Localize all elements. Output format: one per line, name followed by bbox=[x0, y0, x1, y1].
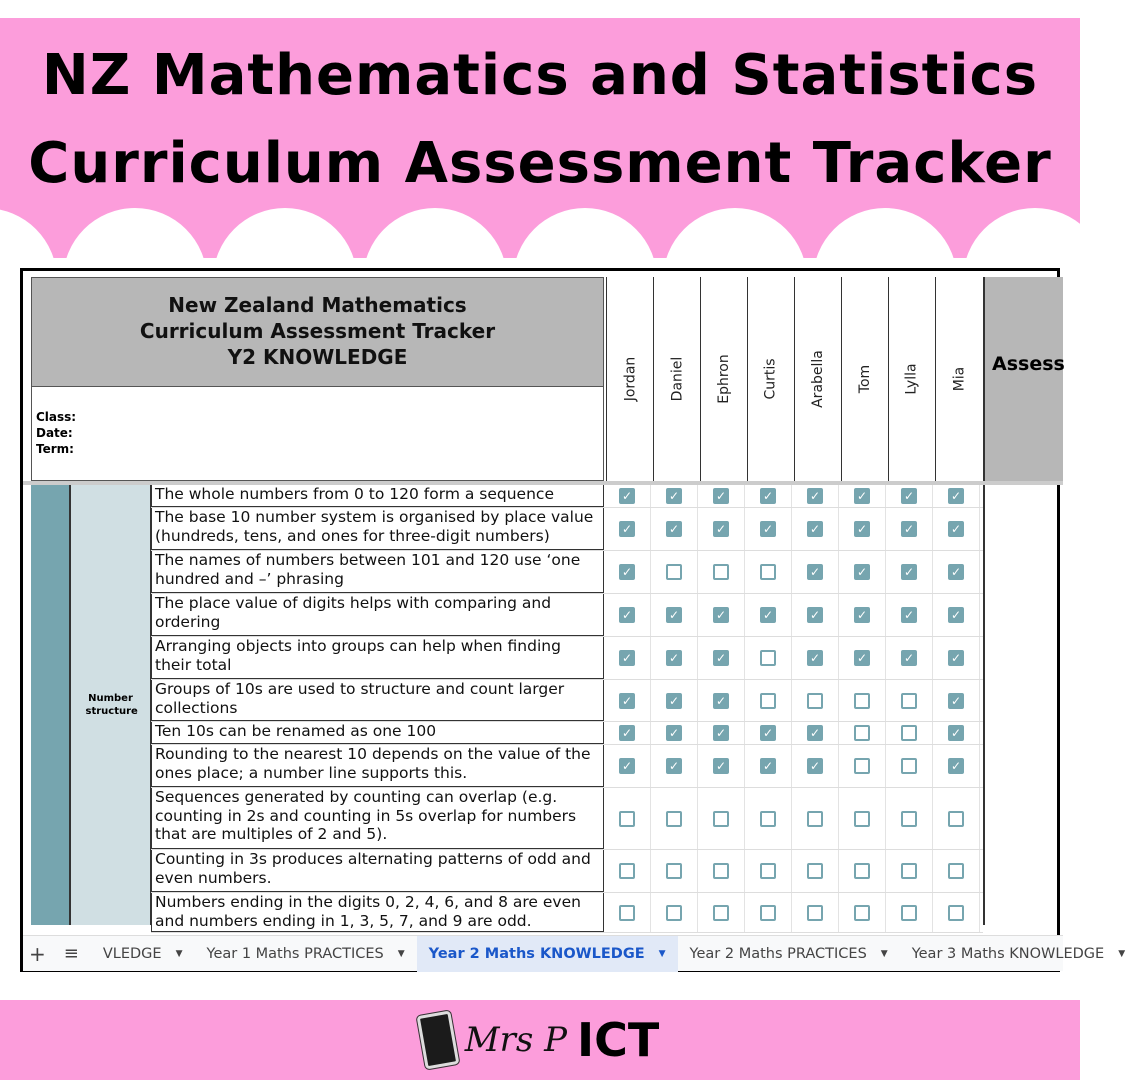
checkbox-cell bbox=[792, 551, 839, 593]
checkbox-checked[interactable]: ✓ bbox=[948, 725, 964, 741]
checkbox-cell bbox=[604, 850, 651, 892]
checkbox-cell bbox=[839, 551, 886, 593]
checkbox-cell bbox=[886, 485, 933, 507]
student-name: Mia bbox=[951, 366, 967, 392]
checkbox-checked[interactable]: ✓ bbox=[807, 758, 823, 774]
table-row bbox=[151, 893, 983, 933]
page-title bbox=[0, 32, 1080, 208]
checkbox-cell bbox=[604, 551, 651, 593]
checkbox-cell bbox=[745, 788, 792, 849]
checkbox-cell bbox=[792, 722, 839, 744]
title-line-2: Curriculum Assessment Tracker bbox=[28, 131, 1052, 196]
class-label[interactable]: Class: bbox=[36, 410, 77, 424]
checkbox-unchecked[interactable] bbox=[807, 905, 823, 921]
sheet-tab[interactable] bbox=[417, 936, 678, 972]
checkbox-cell bbox=[933, 680, 980, 721]
checkbox-checked[interactable]: ✓ bbox=[854, 488, 870, 504]
checkbox-cell bbox=[839, 850, 886, 892]
checkbox-cell bbox=[604, 485, 651, 507]
checkbox-checked[interactable]: ✓ bbox=[760, 607, 776, 623]
student-name: Jordan bbox=[621, 356, 638, 402]
checkbox-unchecked[interactable] bbox=[760, 693, 776, 709]
checkbox-checked[interactable]: ✓ bbox=[807, 650, 823, 666]
table-row bbox=[151, 850, 983, 893]
checkbox-unchecked[interactable] bbox=[807, 863, 823, 879]
checkbox-checked[interactable]: ✓ bbox=[619, 607, 635, 623]
checkbox-unchecked[interactable] bbox=[760, 905, 776, 921]
checkbox-checked[interactable]: ✓ bbox=[807, 725, 823, 741]
checkbox-unchecked[interactable] bbox=[854, 863, 870, 879]
checkbox-checked[interactable]: ✓ bbox=[619, 693, 635, 709]
spreadsheet-screenshot bbox=[20, 268, 1126, 972]
date-label[interactable]: Date: bbox=[36, 426, 73, 440]
checkbox-checked[interactable]: ✓ bbox=[666, 650, 682, 666]
checkbox-checked[interactable]: ✓ bbox=[713, 650, 729, 666]
checkbox-cell bbox=[886, 745, 933, 787]
checkbox-unchecked[interactable] bbox=[901, 811, 917, 827]
checkbox-checked[interactable]: ✓ bbox=[948, 521, 964, 537]
checkbox-cell bbox=[839, 485, 886, 507]
checkbox-cell bbox=[604, 637, 651, 679]
checkbox-checked[interactable]: ✓ bbox=[760, 521, 776, 537]
checkbox-cell bbox=[698, 850, 745, 892]
table-row bbox=[151, 508, 983, 551]
outcome-text[interactable]: The place value of digits helps with comparing and ordering bbox=[151, 594, 604, 636]
checkbox-cell bbox=[886, 551, 933, 593]
checkbox-cell bbox=[886, 893, 933, 932]
checkbox-cell bbox=[651, 893, 698, 932]
checkbox-cell bbox=[651, 850, 698, 892]
checkbox-unchecked[interactable] bbox=[666, 863, 682, 879]
checkbox-checked[interactable]: ✓ bbox=[713, 725, 729, 741]
checkbox-cell bbox=[604, 745, 651, 787]
checkbox-cell bbox=[886, 508, 933, 550]
student-header[interactable] bbox=[935, 277, 982, 481]
checkbox-checked[interactable]: ✓ bbox=[807, 488, 823, 504]
checkbox-checked[interactable]: ✓ bbox=[619, 521, 635, 537]
outcome-text[interactable]: Numbers ending in the digits 0, 2, 4, 6, and 8 are even and numbers ending in 1, 3, 5, 7, and 9 are odd. bbox=[151, 893, 604, 932]
checkbox-unchecked[interactable] bbox=[901, 725, 917, 741]
checkbox-unchecked[interactable] bbox=[760, 650, 776, 666]
checkbox-checked[interactable]: ✓ bbox=[619, 488, 635, 504]
checkbox-cell bbox=[839, 893, 886, 932]
checkbox-checked[interactable]: ✓ bbox=[854, 521, 870, 537]
checkbox-unchecked[interactable] bbox=[948, 905, 964, 921]
checkbox-unchecked[interactable] bbox=[713, 905, 729, 921]
strand-column[interactable] bbox=[31, 485, 71, 925]
checkbox-cell bbox=[604, 594, 651, 636]
student-header[interactable] bbox=[888, 277, 935, 481]
checkbox-unchecked[interactable] bbox=[901, 758, 917, 774]
checkbox-checked[interactable]: ✓ bbox=[948, 607, 964, 623]
checkbox-unchecked[interactable] bbox=[713, 811, 729, 827]
checkbox-unchecked[interactable] bbox=[948, 811, 964, 827]
checkbox-checked[interactable]: ✓ bbox=[760, 758, 776, 774]
tab-label: Year 3 Maths KNOWLEDGE bbox=[911, 945, 1105, 962]
sheet-tab[interactable] bbox=[91, 936, 195, 972]
checkbox-checked[interactable]: ✓ bbox=[666, 693, 682, 709]
checkbox-cell bbox=[933, 722, 980, 744]
tablet-icon bbox=[416, 1010, 459, 1069]
checkbox-checked[interactable]: ✓ bbox=[760, 488, 776, 504]
checkbox-checked[interactable]: ✓ bbox=[807, 521, 823, 537]
checkbox-cell bbox=[792, 745, 839, 787]
brand-script: Mrs P bbox=[464, 1020, 567, 1060]
checkbox-checked[interactable]: ✓ bbox=[666, 521, 682, 537]
outcome-text[interactable]: Sequences generated by counting can overlap (e.g. counting in 2s and counting in 5s overlap for numbers that are multiples of 2 and 5). bbox=[151, 788, 604, 849]
checkbox-unchecked[interactable] bbox=[854, 811, 870, 827]
checkbox-cell bbox=[792, 637, 839, 679]
checkbox-checked[interactable]: ✓ bbox=[807, 564, 823, 580]
checkbox-checked[interactable]: ✓ bbox=[901, 488, 917, 504]
chevron-down-icon[interactable]: ▼ bbox=[1118, 948, 1126, 959]
checkbox-unchecked[interactable] bbox=[760, 564, 776, 580]
table-row bbox=[151, 788, 983, 850]
checkbox-unchecked[interactable] bbox=[901, 905, 917, 921]
checkbox-checked[interactable]: ✓ bbox=[854, 650, 870, 666]
checkbox-cell bbox=[698, 680, 745, 721]
checkbox-cell bbox=[792, 485, 839, 507]
checkbox-unchecked[interactable] bbox=[948, 863, 964, 879]
student-name: Daniel bbox=[669, 356, 685, 402]
checkbox-cell bbox=[839, 722, 886, 744]
checkbox-unchecked[interactable] bbox=[666, 811, 682, 827]
checkbox-cell bbox=[792, 508, 839, 550]
checkbox-cell bbox=[933, 637, 980, 679]
checkbox-cell bbox=[792, 788, 839, 849]
checkbox-cell bbox=[886, 722, 933, 744]
checkbox-unchecked[interactable] bbox=[666, 564, 682, 580]
table-row bbox=[151, 637, 983, 680]
student-name: Tom bbox=[856, 364, 873, 394]
checkbox-cell bbox=[698, 508, 745, 550]
assess-column-header[interactable]: Assess bbox=[983, 277, 1063, 481]
chevron-down-icon[interactable]: ▼ bbox=[880, 948, 888, 959]
brand-bold: ICT bbox=[576, 1013, 660, 1067]
checkbox-cell bbox=[933, 594, 980, 636]
checkbox-checked[interactable]: ✓ bbox=[713, 521, 729, 537]
table-row bbox=[151, 594, 983, 637]
checkbox-unchecked[interactable] bbox=[854, 693, 870, 709]
checkbox-cell bbox=[745, 508, 792, 550]
checkbox-cell bbox=[745, 637, 792, 679]
student-name: Lylla bbox=[903, 363, 920, 395]
checkbox-cell bbox=[651, 788, 698, 849]
chevron-down-icon[interactable]: ▼ bbox=[175, 948, 183, 959]
title-line-1: NZ Mathematics and Statistics bbox=[41, 43, 1039, 108]
checkbox-checked[interactable]: ✓ bbox=[901, 521, 917, 537]
checkbox-cell bbox=[698, 594, 745, 636]
outcome-text[interactable]: The names of numbers between 101 and 120 use ‘one hundred and –’ phrasing bbox=[151, 551, 604, 593]
checkbox-cell bbox=[651, 637, 698, 679]
checkbox-cell bbox=[604, 722, 651, 744]
term-label[interactable]: Term: bbox=[36, 442, 74, 456]
checkbox-checked[interactable]: ✓ bbox=[713, 607, 729, 623]
category-label: Number structure bbox=[85, 693, 138, 717]
checkbox-cell bbox=[698, 745, 745, 787]
checkbox-unchecked[interactable] bbox=[666, 905, 682, 921]
checkbox-cell bbox=[604, 508, 651, 550]
chevron-down-icon[interactable]: ▼ bbox=[397, 948, 405, 959]
checkbox-checked[interactable]: ✓ bbox=[619, 650, 635, 666]
checkbox-cell bbox=[933, 551, 980, 593]
checkbox-cell bbox=[839, 788, 886, 849]
checkbox-checked[interactable]: ✓ bbox=[666, 725, 682, 741]
category-cell[interactable] bbox=[71, 485, 151, 925]
outcome-text[interactable]: Counting in 3s produces alternating patterns of odd and even numbers. bbox=[151, 850, 604, 892]
checkbox-unchecked[interactable] bbox=[854, 725, 870, 741]
checkbox-unchecked[interactable] bbox=[713, 863, 729, 879]
checkbox-unchecked[interactable] bbox=[901, 693, 917, 709]
student-header[interactable] bbox=[653, 277, 700, 481]
checkbox-cell bbox=[886, 788, 933, 849]
checkbox-cell bbox=[698, 637, 745, 679]
student-header[interactable] bbox=[606, 277, 653, 481]
checkbox-checked[interactable]: ✓ bbox=[713, 693, 729, 709]
checkbox-cell bbox=[933, 850, 980, 892]
checkbox-cell bbox=[886, 637, 933, 679]
checkbox-cell bbox=[604, 788, 651, 849]
checkbox-unchecked[interactable] bbox=[901, 863, 917, 879]
checkbox-cell bbox=[886, 850, 933, 892]
checkbox-cell bbox=[839, 745, 886, 787]
checkbox-unchecked[interactable] bbox=[713, 564, 729, 580]
checkbox-unchecked[interactable] bbox=[854, 905, 870, 921]
checkbox-cell bbox=[698, 485, 745, 507]
checkbox-cell bbox=[886, 594, 933, 636]
outcome-text[interactable]: Ten 10s can be renamed as one 100 bbox=[151, 722, 604, 744]
checkbox-cell bbox=[745, 594, 792, 636]
student-name: Ephron bbox=[716, 354, 732, 404]
outcome-text[interactable]: The base 10 number system is organised by place value (hundreds, tens, and ones for three-digit numbers) bbox=[151, 508, 604, 550]
table-row bbox=[151, 680, 983, 722]
checkbox-cell bbox=[745, 722, 792, 744]
student-name: Curtis bbox=[762, 358, 779, 400]
checkbox-checked[interactable]: ✓ bbox=[948, 650, 964, 666]
footer-brand bbox=[0, 1000, 1080, 1080]
column-divider bbox=[983, 485, 985, 925]
checkbox-cell bbox=[698, 788, 745, 849]
checkbox-checked[interactable]: ✓ bbox=[666, 488, 682, 504]
checkbox-cell bbox=[651, 680, 698, 721]
checkbox-cell bbox=[651, 745, 698, 787]
checkbox-cell bbox=[933, 745, 980, 787]
checkbox-cell bbox=[839, 680, 886, 721]
checkbox-unchecked[interactable] bbox=[619, 905, 635, 921]
checkbox-cell bbox=[792, 594, 839, 636]
checkbox-unchecked[interactable] bbox=[854, 758, 870, 774]
sheet-tab[interactable] bbox=[678, 936, 900, 972]
checkbox-cell bbox=[698, 722, 745, 744]
chevron-down-icon[interactable]: ▼ bbox=[658, 948, 666, 959]
checkbox-cell bbox=[745, 850, 792, 892]
class-info bbox=[31, 387, 604, 481]
checkbox-cell bbox=[933, 485, 980, 507]
table-row bbox=[151, 745, 983, 788]
outcome-text[interactable]: Rounding to the nearest 10 depends on the value of the ones place; a number line supports this. bbox=[151, 745, 604, 787]
checkbox-unchecked[interactable] bbox=[619, 811, 635, 827]
checkbox-cell bbox=[745, 485, 792, 507]
checkbox-checked[interactable]: ✓ bbox=[948, 693, 964, 709]
student-header[interactable] bbox=[841, 277, 888, 481]
checkbox-cell bbox=[792, 680, 839, 721]
checkbox-checked[interactable]: ✓ bbox=[666, 607, 682, 623]
checkbox-unchecked[interactable] bbox=[807, 693, 823, 709]
checkbox-checked[interactable]: ✓ bbox=[713, 488, 729, 504]
checkbox-cell bbox=[651, 508, 698, 550]
outcome-text[interactable]: Arranging objects into groups can help when finding their total bbox=[151, 637, 604, 679]
checkbox-cell bbox=[745, 551, 792, 593]
checkbox-checked[interactable]: ✓ bbox=[619, 758, 635, 774]
checkbox-checked[interactable]: ✓ bbox=[948, 758, 964, 774]
checkbox-checked[interactable]: ✓ bbox=[901, 607, 917, 623]
checkbox-checked[interactable]: ✓ bbox=[619, 564, 635, 580]
checkbox-checked[interactable]: ✓ bbox=[901, 650, 917, 666]
tab-label: Year 1 Maths PRACTICES bbox=[206, 945, 384, 962]
checkbox-cell bbox=[651, 722, 698, 744]
checkbox-unchecked[interactable] bbox=[760, 863, 776, 879]
checkbox-cell bbox=[839, 508, 886, 550]
tab-label: Year 2 Maths KNOWLEDGE bbox=[428, 945, 645, 962]
checkbox-cell bbox=[933, 788, 980, 849]
checkbox-checked[interactable]: ✓ bbox=[619, 725, 635, 741]
sheet-tab[interactable] bbox=[195, 936, 417, 972]
table-row bbox=[151, 722, 983, 745]
checkbox-cell bbox=[792, 850, 839, 892]
checkbox-checked[interactable]: ✓ bbox=[713, 758, 729, 774]
checkbox-checked[interactable]: ✓ bbox=[948, 488, 964, 504]
checkbox-checked[interactable]: ✓ bbox=[807, 607, 823, 623]
checkbox-cell bbox=[698, 551, 745, 593]
checkbox-cell bbox=[839, 594, 886, 636]
checkbox-cell bbox=[792, 893, 839, 932]
checkbox-cell bbox=[651, 485, 698, 507]
checkbox-unchecked[interactable] bbox=[619, 863, 635, 879]
checkbox-cell bbox=[745, 893, 792, 932]
table-row bbox=[151, 485, 983, 508]
checkbox-cell bbox=[933, 893, 980, 932]
outcome-text[interactable]: The whole numbers from 0 to 120 form a sequence bbox=[151, 485, 604, 507]
student-names bbox=[606, 277, 982, 481]
sheet-tabs-bar bbox=[23, 935, 1126, 971]
checkbox-checked[interactable]: ✓ bbox=[854, 607, 870, 623]
checkbox-checked[interactable]: ✓ bbox=[948, 564, 964, 580]
sheet-tabs bbox=[91, 936, 1137, 972]
tab-label: Year 2 Maths PRACTICES bbox=[689, 945, 867, 962]
checkbox-unchecked[interactable] bbox=[807, 811, 823, 827]
checkbox-cell bbox=[745, 745, 792, 787]
checkbox-unchecked[interactable] bbox=[760, 811, 776, 827]
checkbox-cell bbox=[886, 680, 933, 721]
checkbox-checked[interactable]: ✓ bbox=[901, 564, 917, 580]
checkbox-cell bbox=[839, 637, 886, 679]
checkbox-cell bbox=[604, 893, 651, 932]
checkbox-cell bbox=[698, 893, 745, 932]
sheet-tab[interactable] bbox=[900, 936, 1137, 972]
header-line-1: New Zealand Mathematics bbox=[168, 293, 467, 317]
student-header[interactable] bbox=[794, 277, 841, 481]
checkbox-cell bbox=[745, 680, 792, 721]
outcome-rows bbox=[151, 485, 983, 933]
checkbox-cell bbox=[651, 551, 698, 593]
header-line-2: Curriculum Assessment Tracker bbox=[139, 319, 496, 343]
student-header[interactable] bbox=[700, 277, 747, 481]
checkbox-cell bbox=[604, 680, 651, 721]
outcome-text[interactable]: Groups of 10s are used to structure and count larger collections bbox=[151, 680, 604, 721]
tab-label: VLEDGE bbox=[102, 945, 162, 962]
table-row bbox=[151, 551, 983, 594]
checkbox-checked[interactable]: ✓ bbox=[760, 725, 776, 741]
checkbox-checked[interactable]: ✓ bbox=[666, 758, 682, 774]
all-sheets-button[interactable]: ≡ bbox=[63, 943, 79, 964]
header-line-3: Y2 KNOWLEDGE bbox=[227, 345, 408, 369]
checkbox-checked[interactable]: ✓ bbox=[854, 564, 870, 580]
checkbox-cell bbox=[933, 508, 980, 550]
sheet-header bbox=[31, 277, 604, 387]
student-name: Arabella bbox=[810, 350, 826, 408]
add-sheet-button[interactable]: + bbox=[29, 941, 46, 966]
student-header[interactable] bbox=[747, 277, 794, 481]
checkbox-cell bbox=[651, 594, 698, 636]
